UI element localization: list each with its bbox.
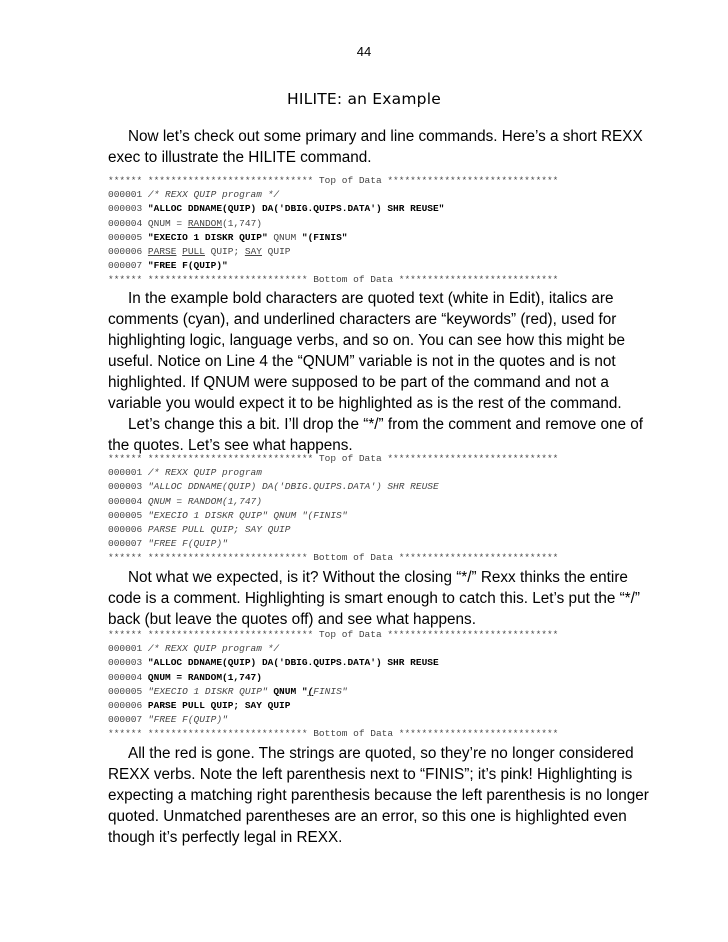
- code-line-4: [108, 217, 628, 231]
- line-number: 000006: [108, 524, 148, 536]
- code-line-3: [108, 480, 628, 494]
- plain-text: QNUM =: [147, 217, 188, 229]
- bold-text: PARSE PULL QUIP; SAY QUIP: [147, 700, 291, 712]
- code-line-3: [108, 202, 628, 216]
- code-listing-2: [108, 452, 628, 566]
- conclusion-paragraph: [108, 743, 649, 848]
- plain-text: QUIP;: [204, 246, 245, 258]
- comment-text: FINIS": [313, 685, 348, 697]
- bold-text: QNUM ": [267, 685, 308, 697]
- line-number: 000001: [108, 643, 148, 655]
- plain-text: QNUM: [267, 231, 302, 243]
- code-line-5: [108, 509, 628, 523]
- bold-text: "ALLOC DDNAME(QUIP) DA('DBIG.QUIPS.DATA') SHR REUSE: [147, 657, 439, 669]
- text-line: back (but leave the quotes off) and see what happens.: [108, 611, 476, 628]
- text-line: exec to illustrate the HILITE command.: [108, 149, 372, 166]
- comment-text: "FREE F(QUIP)": [147, 714, 228, 726]
- section-title: HILITE: an Example: [287, 90, 441, 108]
- listing-bottom-marker: ****** **************************** Bottom of Data ****************************: [108, 552, 559, 564]
- code-line-1: [108, 188, 628, 202]
- text-line: highlighted. If QNUM were supposed to be part of the command and not a: [108, 374, 609, 391]
- line-number: 000007: [108, 538, 148, 550]
- code-line-6: [108, 245, 628, 259]
- text-line: variable you would expect it to be highlighted as is the rest of the command.: [108, 395, 622, 412]
- line-number: 000007: [108, 714, 148, 726]
- text-line: Let’s change this a bit. I’ll drop the “*/” from the comment and remove one of: [128, 416, 643, 433]
- comment-text: /* REXX QUIP program: [147, 467, 262, 479]
- comment-text: "FREE F(QUIP)": [147, 538, 228, 550]
- code-line-1: [108, 642, 628, 656]
- text-line: All the red is gone. The strings are quoted, so they’re no longer considered: [128, 745, 634, 762]
- code-line-6: [108, 699, 628, 713]
- listing-bottom-marker: ****** **************************** Bottom of Data ****************************: [108, 274, 559, 286]
- text-line: useful. Notice on Line 4 the “QNUM” variable is not in the quotes and is not: [108, 353, 616, 370]
- code-line-5: [108, 231, 628, 245]
- comment-text: "EXECIO 1 DISKR QUIP": [147, 685, 268, 697]
- comment-text: /* REXX QUIP program */: [147, 189, 280, 201]
- keyword-text: SAY: [244, 246, 262, 258]
- bold-text: QNUM = RANDOM(1,747): [147, 671, 262, 683]
- text-line: REXX verbs. Note the left parenthesis next to “FINIS”; it’s pink! Highlighting is: [108, 766, 633, 783]
- comment-text: /* REXX QUIP program */: [147, 643, 280, 655]
- line-number: 000004: [108, 495, 148, 507]
- text-line: though it’s perfectly legal in REXX.: [108, 829, 343, 846]
- text-line: comments (cyan), and underlined characters are “keywords” (red), used for: [108, 311, 617, 328]
- code-line-4: [108, 671, 628, 685]
- code-line-4: [108, 495, 628, 509]
- listing-top-marker: ****** ***************************** Top of Data ******************************: [108, 175, 559, 186]
- line-number: 000003: [108, 657, 148, 669]
- listing-bottom-marker: ****** **************************** Bottom of Data ****************************: [108, 728, 559, 740]
- line-number: 000004: [108, 671, 148, 683]
- line-number: 000003: [108, 203, 148, 215]
- code-line-6: [108, 523, 628, 537]
- line-number: 000005: [108, 231, 148, 243]
- line-number: 000006: [108, 700, 148, 712]
- code-line-7: [108, 713, 628, 727]
- plain-text: (1,747): [222, 217, 262, 229]
- code-line-7: [108, 537, 628, 551]
- text-line: expecting a matching right parenthesis because the left parenthesis is no longer: [108, 787, 649, 804]
- keyword-text: PULL: [182, 246, 205, 258]
- text-line: Not what we expected, is it? Without the closing “*/” Rexx thinks the entire: [128, 569, 628, 586]
- comment-text: PARSE PULL QUIP; SAY QUIP: [147, 524, 291, 536]
- keyword-text: PARSE: [147, 246, 177, 258]
- line-number: 000003: [108, 481, 148, 493]
- explanation-paragraph: [108, 288, 628, 414]
- code-listing-1: [108, 174, 628, 288]
- comment-text: "EXECIO 1 DISKR QUIP" QNUM "(FINIS": [147, 509, 348, 521]
- code-line-1: [108, 466, 628, 480]
- code-line-3: [108, 656, 628, 670]
- intro-paragraph: [108, 126, 643, 168]
- listing-top-marker: ****** ***************************** Top of Data ******************************: [108, 453, 559, 464]
- line-number: 000007: [108, 260, 148, 272]
- line-number: 000005: [108, 685, 148, 697]
- quoted-text: "(FINIS": [301, 231, 348, 243]
- change-paragraph: [108, 414, 643, 456]
- quoted-text: "ALLOC DDNAME(QUIP) DA('DBIG.QUIPS.DATA') SHR REUSE": [147, 203, 445, 215]
- listing-top-marker: ****** ***************************** Top of Data ******************************: [108, 629, 559, 640]
- text-line: In the example bold characters are quoted text (white in Edit), italics are: [128, 290, 614, 307]
- line-number: 000006: [108, 246, 148, 258]
- code-line-7: [108, 259, 628, 273]
- result-paragraph: [108, 567, 640, 630]
- line-number: 000001: [108, 189, 148, 201]
- quoted-text: "EXECIO 1 DISKR QUIP": [147, 231, 268, 243]
- code-line-5: [108, 685, 628, 699]
- code-listing-3: [108, 628, 628, 742]
- text-line: Now let’s check out some primary and line commands. Here’s a short REXX: [128, 128, 643, 145]
- keyword-text: RANDOM: [187, 217, 223, 229]
- plain-text: QUIP: [261, 246, 291, 258]
- quoted-text: "FREE F(QUIP)": [147, 260, 228, 272]
- text-line: code is a comment. Highlighting is smart enough to catch this. Let’s put the “*/”: [108, 590, 640, 607]
- comment-text: QNUM = RANDOM(1,747): [147, 495, 262, 507]
- text-line: quoted. Unmatched parentheses are an error, so this one is highlighted even: [108, 808, 627, 825]
- text-line: the quotes. Let’s see what happens.: [108, 437, 353, 454]
- line-number: 000004: [108, 217, 148, 229]
- line-number: 000001: [108, 467, 148, 479]
- unmatched-paren: (: [307, 685, 314, 697]
- line-number: 000005: [108, 509, 148, 521]
- comment-text: "ALLOC DDNAME(QUIP) DA('DBIG.QUIPS.DATA') SHR REUSE: [147, 481, 439, 493]
- page-number: 44: [356, 44, 372, 59]
- text-line: highlighting logic, language verbs, and so on. You can see how this might be: [108, 332, 626, 349]
